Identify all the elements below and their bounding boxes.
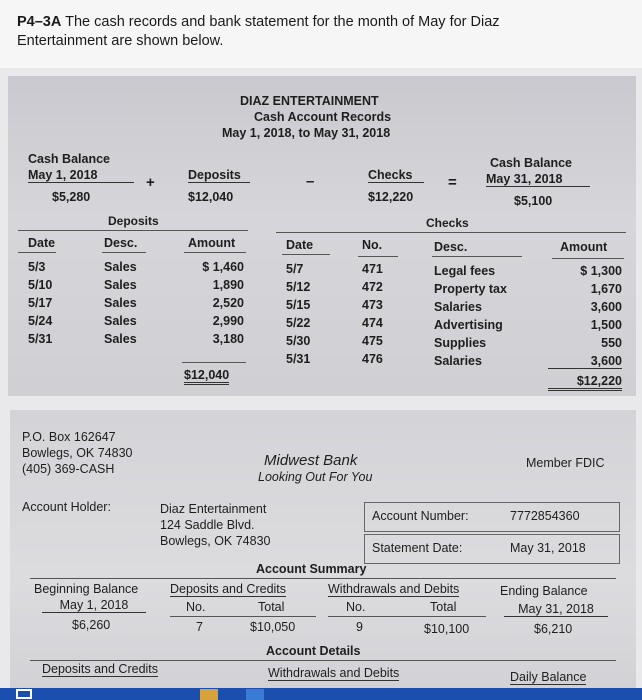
bank-slogan: Looking Out For You xyxy=(258,470,373,484)
equals-sign: = xyxy=(448,174,457,191)
dep-amount: 3,180 xyxy=(212,332,244,346)
problem-line-1 xyxy=(17,14,500,30)
checks-rule xyxy=(276,232,626,233)
dep-date: 5/31 xyxy=(28,332,53,346)
deposits-amount: $12,040 xyxy=(188,190,234,204)
problem-number: P4–3A xyxy=(17,14,62,30)
rule-chk-amount xyxy=(552,258,624,259)
dep-desc: Sales xyxy=(104,296,137,310)
chk-no: 474 xyxy=(362,316,383,330)
end-balance-amount: $5,100 xyxy=(514,194,553,208)
dep-header-amount: Amount xyxy=(188,236,236,250)
chk-no: 475 xyxy=(362,334,383,348)
chk-header-no: No. xyxy=(362,238,383,252)
dep-desc: Sales xyxy=(104,314,137,328)
sum-ending-amount: $6,210 xyxy=(534,622,573,636)
problem-text-1: The cash records and bank statement for the month of May for Diaz xyxy=(65,14,500,30)
chk-desc: Salaries xyxy=(434,354,482,368)
bank-name: Midwest Bank xyxy=(264,452,358,469)
chk-date: 5/12 xyxy=(286,280,311,294)
dep-date: 5/17 xyxy=(28,296,53,310)
account-holder-name: Diaz Entertainment xyxy=(160,502,267,516)
sum-ending-label: Ending Balance xyxy=(500,584,588,598)
dep-amount: 1,890 xyxy=(212,278,244,292)
chk-amount: 1,670 xyxy=(590,282,622,296)
chk-amount: 1,500 xyxy=(590,318,622,332)
details-deposits: Deposits and Credits xyxy=(42,662,159,676)
bank-phone: (405) 369-CASH xyxy=(22,462,115,476)
taskbar-app-icon[interactable] xyxy=(16,689,32,699)
account-holder-label: Account Holder: xyxy=(22,500,111,514)
statement-date-label: Statement Date: xyxy=(372,541,463,555)
chk-amount: $ 1,300 xyxy=(580,264,622,278)
chk-header-desc: Desc. xyxy=(434,240,468,254)
records-subtitle: Cash Account Records xyxy=(254,110,392,124)
account-number-label: Account Number: xyxy=(372,509,469,523)
chk-amount: 550 xyxy=(601,336,622,350)
begin-balance-label: Cash Balance xyxy=(28,152,110,166)
chk-total: $12,220 xyxy=(548,374,622,391)
records-period: May 1, 2018, to May 31, 2018 xyxy=(222,126,391,140)
sum-ending-date: May 31, 2018 xyxy=(504,602,608,617)
dep-amount: 2,520 xyxy=(212,296,244,310)
deposits-section-title: Deposits xyxy=(108,214,159,228)
dep-amount: 2,990 xyxy=(212,314,244,328)
cash-records-panel xyxy=(8,76,636,396)
details-withdrawals: Withdrawals and Debits xyxy=(268,666,400,680)
dep-total-rule xyxy=(182,362,246,363)
sum-deposits-total-label: Total xyxy=(258,600,285,614)
chk-no: 472 xyxy=(362,280,383,294)
dep-date: 5/3 xyxy=(28,260,46,274)
chk-header-date: Date xyxy=(286,238,314,252)
dep-date: 5/10 xyxy=(28,278,53,292)
bank-address-2: Bowlegs, OK 74830 xyxy=(22,446,133,460)
rule-chk-desc xyxy=(432,256,522,257)
rule-chk-date xyxy=(282,254,330,255)
chk-no: 473 xyxy=(362,298,383,312)
dep-desc: Sales xyxy=(104,260,137,274)
sum-withdrawals-total: $10,100 xyxy=(424,622,470,636)
member-fdic: Member FDIC xyxy=(526,456,605,470)
sum-begin-label: Beginning Balance xyxy=(34,582,139,596)
chk-amount: 3,600 xyxy=(590,300,622,314)
company-title: DIAZ ENTERTAINMENT xyxy=(240,94,379,108)
sum-deposits-label: Deposits and Credits xyxy=(170,582,287,596)
dep-date: 5/24 xyxy=(28,314,53,328)
chk-desc: Legal fees xyxy=(434,264,496,278)
sum-begin-amount: $6,260 xyxy=(72,618,111,632)
statement-date: May 31, 2018 xyxy=(510,541,586,555)
dep-header-date: Date xyxy=(28,236,56,250)
details-rule xyxy=(30,660,616,661)
account-holder-address-1: 124 Saddle Blvd. xyxy=(160,518,255,532)
chk-desc: Advertising xyxy=(434,318,503,332)
dep-header-desc: Desc. xyxy=(104,236,138,250)
account-number: 7772854360 xyxy=(510,509,580,523)
sum-withdrawals-rule xyxy=(328,616,486,617)
checks-section-title: Checks xyxy=(426,216,469,230)
chk-date: 5/7 xyxy=(286,262,304,276)
dep-desc: Sales xyxy=(104,278,137,292)
chk-date: 5/30 xyxy=(286,334,311,348)
sum-deposits-rule xyxy=(170,616,316,617)
problem-text-2: Entertainment are shown below. xyxy=(17,33,224,49)
chk-date: 5/22 xyxy=(286,316,311,330)
plus-sign: + xyxy=(146,174,155,191)
chk-date: 5/15 xyxy=(286,298,311,312)
sum-deposits-no-label: No. xyxy=(186,600,206,614)
checks-label: Checks xyxy=(368,168,424,183)
problem-header xyxy=(0,0,642,68)
rule-dep-amount xyxy=(184,252,246,253)
sum-deposits-total: $10,050 xyxy=(250,620,296,634)
begin-balance-amount: $5,280 xyxy=(52,190,91,204)
deposits-rule xyxy=(18,230,248,231)
account-details-title: Account Details xyxy=(266,644,361,658)
bank-statement-panel xyxy=(10,410,636,690)
chk-desc: Salaries xyxy=(434,300,482,314)
sum-withdrawals-label: Withdrawals and Debits xyxy=(328,582,460,596)
rule-dep-desc xyxy=(102,252,146,253)
taskbar xyxy=(0,688,642,700)
minus-sign: – xyxy=(306,173,315,190)
dep-amount: $ 1,460 xyxy=(202,260,244,274)
end-balance-date: May 31, 2018 xyxy=(486,172,590,187)
begin-balance-date: May 1, 2018 xyxy=(28,168,134,183)
chk-desc: Supplies xyxy=(434,336,487,350)
sum-withdrawals-no-label: No. xyxy=(346,600,366,614)
rule-dep-date xyxy=(18,252,56,253)
summary-rule xyxy=(30,578,616,579)
details-daily-balance: Daily Balance xyxy=(510,670,587,684)
rule-chk-no xyxy=(358,256,398,257)
bank-address-1: P.O. Box 162647 xyxy=(22,430,116,444)
chk-desc: Property tax xyxy=(434,282,507,296)
chk-date: 5/31 xyxy=(286,352,311,366)
chk-no: 471 xyxy=(362,262,383,276)
chk-header-amount: Amount xyxy=(560,240,608,254)
end-balance-label: Cash Balance xyxy=(490,156,572,170)
sum-withdrawals-no: 9 xyxy=(356,620,363,634)
sum-begin-date: May 1, 2018 xyxy=(42,598,146,613)
sum-deposits-no: 7 xyxy=(196,620,203,634)
account-summary-title: Account Summary xyxy=(256,562,367,576)
dep-desc: Sales xyxy=(104,332,137,346)
taskbar-folder-icon[interactable] xyxy=(200,689,218,700)
chk-no: 476 xyxy=(362,352,383,366)
chk-amount: 3,600 xyxy=(548,354,622,369)
deposits-label: Deposits xyxy=(188,168,250,183)
taskbar-browser-icon[interactable] xyxy=(246,689,264,700)
account-holder-address-2: Bowlegs, OK 74830 xyxy=(160,534,271,548)
checks-amount: $12,220 xyxy=(368,190,414,204)
sum-withdrawals-total-label: Total xyxy=(430,600,457,614)
dep-total: $12,040 xyxy=(184,368,229,385)
